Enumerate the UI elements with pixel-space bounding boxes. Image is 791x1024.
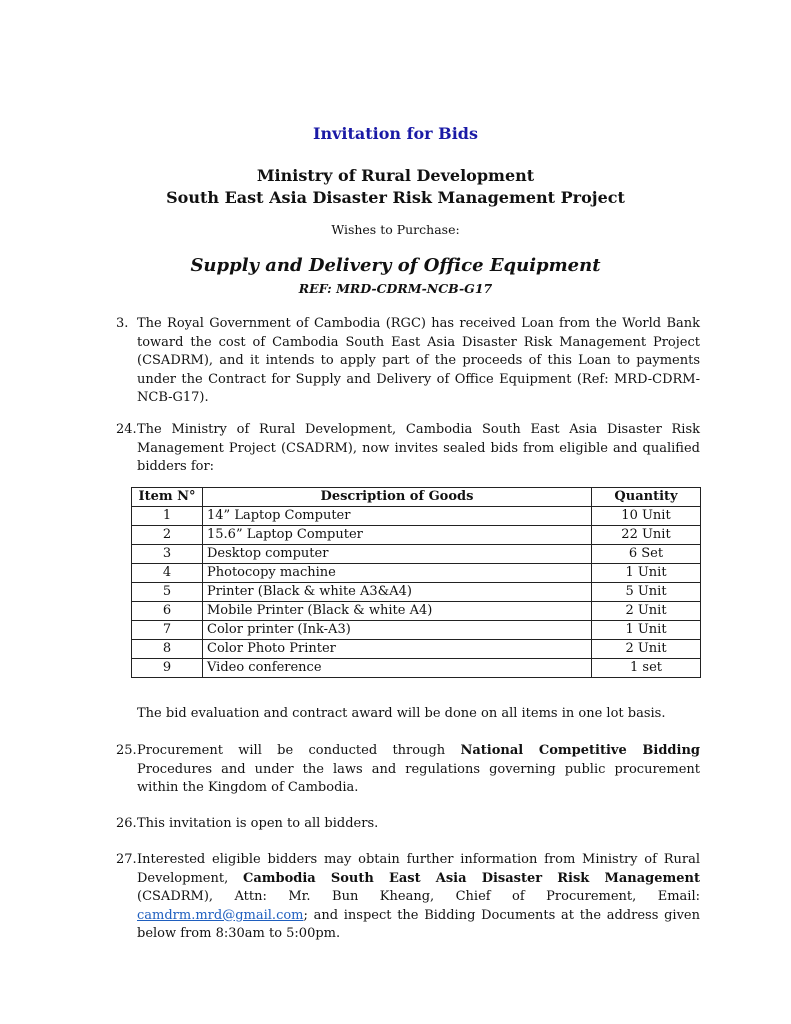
text-segment: (CSADRM), Attn: Mr. Bun Kheang, Chief of Procurement, Email: <box>137 889 700 904</box>
quantity-cell: 10 Unit <box>592 507 701 526</box>
project-name: South East Asia Disaster Risk Management Project <box>166 188 625 207</box>
table-row <box>132 659 701 678</box>
item-number-cell: 9 <box>132 659 203 678</box>
item-number-cell: 7 <box>132 621 203 640</box>
description-cell: Desktop computer <box>203 545 592 564</box>
ministry-name: Ministry of Rural Development <box>256 166 535 185</box>
item-number-cell: 5 <box>132 583 203 602</box>
reference-number: REF: MRD-CDRM-NCB-G17 <box>298 281 493 296</box>
paragraph-26 <box>116 815 700 834</box>
quantity-cell: 1 set <box>592 659 701 678</box>
document-title: Invitation for Bids <box>313 124 478 143</box>
table-header-row <box>132 488 701 507</box>
text-segment: Interested eligible bidders may obtain further information from Ministry of Rural Development, <box>137 852 700 886</box>
paragraph-3 <box>116 315 700 408</box>
quantity-cell: 5 Unit <box>592 583 701 602</box>
header-item-no: Item N° <box>132 488 203 507</box>
paragraph-number: 25. <box>116 743 137 758</box>
text-segment: ; and inspect the Bidding Documents at the address given below from 8:30am to 5:00pm. <box>137 907 700 941</box>
paragraph-text: This invitation is open to all bidders. <box>137 816 379 831</box>
paragraph-text: The Ministry of Rural Development, Cambodia South East Asia Disaster Risk Management Project (CSADRM), now invites sealed bids from eligible and qualified bidders for: <box>137 422 700 474</box>
item-number-cell: 8 <box>132 640 203 659</box>
paragraph-27 <box>116 851 700 944</box>
description-cell: 14” Laptop Computer <box>203 507 592 526</box>
paragraph-text <box>137 742 700 798</box>
text-segment: Procedures and under the laws and regulations governing public procurement within the Kingdom of Cambodia. <box>137 761 700 795</box>
paragraph-24 <box>116 421 700 477</box>
paragraph-text <box>137 851 700 944</box>
table-row <box>132 621 701 640</box>
description-cell: Color Photo Printer <box>203 640 592 659</box>
quantity-cell: 6 Set <box>592 545 701 564</box>
paragraph-text: The Royal Government of Cambodia (RGC) has received Loan from the World Bank toward the cost of Cambodia South East Asia Disaster Risk Management Project (CSADRM), and it intends to apply part of the proceeds of this Loan to payments under the Contract for Supply and Delivery of Office Equipment (Ref: MRD-CDRM-NCB-G17). <box>137 316 700 405</box>
description-cell: 15.6” Laptop Computer <box>203 526 592 545</box>
description-cell: Mobile Printer (Black & white A4) <box>203 602 592 621</box>
item-number-cell: 6 <box>132 602 203 621</box>
table-row <box>132 507 701 526</box>
procurement-subject: Supply and Delivery of Office Equipment <box>190 255 601 276</box>
description-cell: Photocopy machine <box>203 564 592 583</box>
goods-table <box>131 487 701 678</box>
quantity-cell: 22 Unit <box>592 526 701 545</box>
header-quantity: Quantity <box>592 488 701 507</box>
paragraph-25 <box>116 742 700 798</box>
quantity-cell: 2 Unit <box>592 602 701 621</box>
email-link[interactable]: camdrm.mrd@gmail.com <box>137 907 304 923</box>
ministry-heading <box>0 165 791 209</box>
lot-basis-note: The bid evaluation and contract award will be done on all items in one lot basis. <box>137 706 666 721</box>
project-name-bold: Cambodia South East Asia Disaster Risk Management <box>242 870 700 886</box>
description-cell: Color printer (Ink-A3) <box>203 621 592 640</box>
item-number-cell: 4 <box>132 564 203 583</box>
quantity-cell: 1 Unit <box>592 564 701 583</box>
text-segment: Procurement will be conducted through <box>137 743 461 758</box>
item-number-cell: 3 <box>132 545 203 564</box>
paragraph-number: 27. <box>116 852 137 867</box>
table-row <box>132 526 701 545</box>
quantity-cell: 1 Unit <box>592 621 701 640</box>
item-number-cell: 2 <box>132 526 203 545</box>
table-row <box>132 545 701 564</box>
paragraph-number: 24. <box>116 422 137 437</box>
table-row <box>132 583 701 602</box>
table-row <box>132 602 701 621</box>
table-row <box>132 564 701 583</box>
table-row <box>132 640 701 659</box>
quantity-cell: 2 Unit <box>592 640 701 659</box>
header-description: Description of Goods <box>203 488 592 507</box>
description-cell: Video conference <box>203 659 592 678</box>
description-cell: Printer (Black & white A3&A4) <box>203 583 592 602</box>
paragraph-number: 26. <box>116 816 137 831</box>
wishes-label: Wishes to Purchase: <box>331 222 460 237</box>
bidding-method: National Competitive Bidding <box>460 743 700 758</box>
item-number-cell: 1 <box>132 507 203 526</box>
paragraph-number: 3. <box>116 316 129 331</box>
